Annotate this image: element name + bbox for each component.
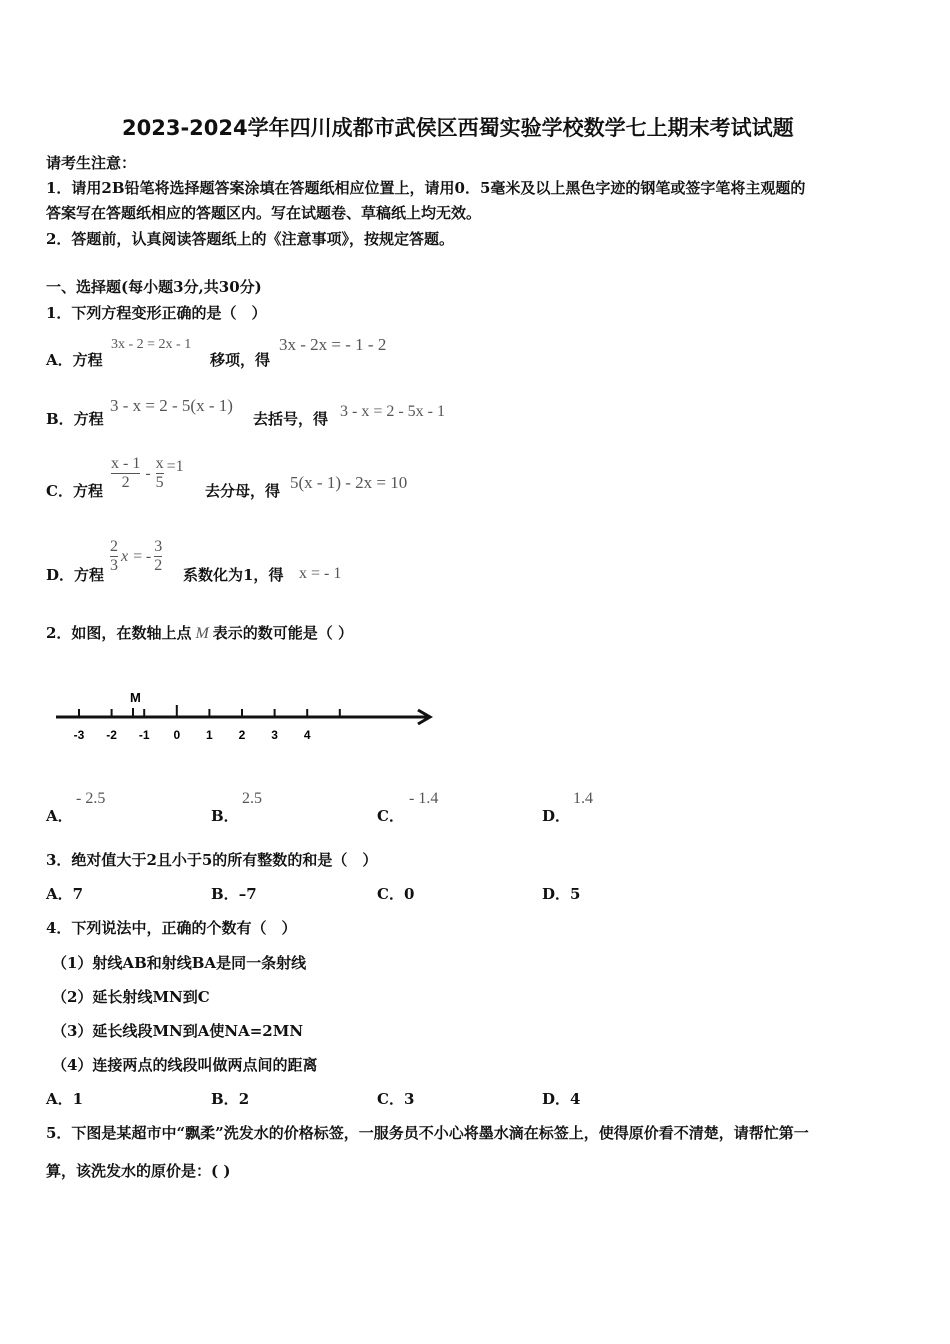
q1-c-f1-denominator: 2 [121,474,130,491]
q1-d-result: x = - 1 [299,565,342,582]
q3-option-d-value: 5 [570,885,581,903]
q4-option-d-value: 4 [570,1090,581,1108]
number-line-figure [50,685,440,745]
point-m-label: M [130,690,141,705]
number-line-tick-label: -1 [138,728,150,742]
q4-option-a-value: 1 [72,1090,84,1108]
number-line-tick-label: 0 [173,728,181,742]
q1-b-mid-text: 去括号，得 [253,410,329,428]
q1-a-mid-text: 移项，得 [210,351,271,369]
q1-c-f2-denominator: 5 [155,474,164,491]
q1-c-mid-text: 去分母，得 [205,482,281,500]
q4-option-a-label: A． [46,1090,73,1108]
q4-option-d-label: D． [542,1090,571,1108]
q4-statement-3: （3）延长线段MN到A使NA=2MN [52,1022,304,1040]
q1-c-equation [111,455,184,492]
q2-option-d-value: 1.4 [573,790,593,807]
q3-stem: 3．绝对值大于2且小于5的所有整数的和是（ ） [46,851,378,869]
q1-d-f2-numerator: 3 [154,538,163,555]
number-line-tick-label: 1 [206,728,213,742]
q4-stem: 4．下列说法中，正确的个数有（ ） [46,919,297,937]
q1-c-result: 5(x - 1) - 2x = 10 [290,473,408,492]
q4-option-c-value: 3 [403,1090,415,1108]
q3-option-a[interactable] [46,883,83,904]
q2-option-a-value: - 2.5 [76,790,106,807]
q1-d-f1-numerator: 2 [110,538,118,555]
q1-option-a-label[interactable]: A．方程 [46,351,103,369]
q3-option-a-value: 7 [72,885,84,903]
q4-option-a[interactable] [46,1088,83,1109]
q3-option-c[interactable] [377,883,414,904]
q2-option-c-value: - 1.4 [409,790,439,807]
q1-c-fraction-2 [156,455,164,492]
q1-d-negative: - [145,547,152,565]
q1-b-result: 3 - x = 2 - 5x - 1 [340,403,446,420]
notice-heading: 请考生注意： [46,154,137,172]
q1-d-equation [110,538,162,575]
number-line-tick-label: -3 [73,728,85,742]
q2-option-a-label[interactable]: A． [46,807,73,825]
q1-d-f1-denominator: 3 [110,557,118,574]
q4-option-b-label: B． [211,1090,239,1108]
q5-stem-line-2: 算，该洗发水的原价是：( ) [46,1162,231,1180]
q4-option-b-value: 2 [238,1090,250,1108]
q3-option-d-label: D． [542,885,571,903]
q4-statement-4: （4）连接两点的线段叫做两点间的距离 [52,1056,318,1074]
q3-option-d[interactable] [542,883,580,904]
q1-a-equation: 3x - 2 = 2x - 1 [111,337,192,352]
number-line-tick-label: 4 [303,728,311,742]
notice-line-2: 2．答题前，认真阅读答题纸上的《注意事项》，按规定答题。 [46,230,454,248]
q3-option-b-label: B． [211,885,239,903]
q2-option-b-value: 2.5 [242,790,262,807]
q1-option-b-label[interactable]: B．方程 [46,410,104,428]
q2-option-c-label[interactable]: C． [377,807,404,825]
q2-stem-start: 2．如图，在数轴上点 [46,624,192,642]
q1-c-fraction-1 [111,455,140,492]
section-heading: 一、选择题(每小题3分,共30分) [46,278,262,296]
q1-d-variable: x = [121,547,143,565]
q1-stem: 1．下列方程变形正确的是（ ） [46,304,267,322]
q1-option-d-label[interactable]: D．方程 [46,566,105,584]
q1-d-fraction-2 [154,538,162,575]
q4-option-c-label: C． [377,1090,404,1108]
q1-c-f1-numerator: x - 1 [111,455,141,472]
q1-d-f2-denominator: 2 [154,557,163,574]
number-line-tick-label: -2 [106,728,117,742]
notice-line-1b: 答案写在答题纸相应的答题区内。写在试题卷、草稿纸上均无效。 [46,204,482,222]
q2-point-symbol: M [195,625,209,642]
q2-option-d-label[interactable]: D． [542,807,571,825]
q2-option-b-label[interactable]: B． [211,807,239,825]
q1-c-rhs: =1 [166,457,184,475]
q1-a-result: 3x - 2x = - 1 - 2 [279,335,387,354]
q4-option-c[interactable] [377,1088,414,1109]
q3-option-c-label: C． [377,885,404,903]
number-line-tick-label: 2 [238,728,246,742]
q4-statement-2: （2）延长射线MN到C [52,988,210,1006]
q4-statement-1: （1）射线AB和射线BA是同一条射线 [52,954,307,972]
notice-line-1a: 1．请用2B铅笔将选择题答案涂填在答题纸相应位置上，请用0．5毫米及以上黑色字迹的钢笔或签字笔将主观题的 [46,179,806,197]
q3-option-c-value: 0 [403,885,415,903]
q3-option-a-label: A． [46,885,73,903]
q1-d-mid-text: 系数化为1，得 [183,566,284,584]
q4-option-b[interactable] [211,1088,249,1109]
q1-d-fraction-1 [110,538,118,575]
q5-stem-line-1: 5．下图是某超市中“飘柔”洗发水的价格标签，一服务员不小心将墨水滴在标签上，使得原价看不清楚，请帮忙第一 [46,1124,809,1142]
q1-c-operator: - [145,464,151,482]
q2-stem [46,622,353,643]
q3-option-b-value: –7 [238,885,257,903]
q4-option-d[interactable] [542,1088,580,1109]
q2-stem-end: 表示的数可能是（ ） [212,624,354,642]
q3-option-b[interactable] [211,883,257,904]
q1-c-f2-numerator: x [155,455,164,472]
page-title: 2023-2024学年四川成都市武侯区西蜀实验学校数学七上期末考试试题 [122,116,794,140]
q1-option-c-label[interactable]: C．方程 [46,482,103,500]
q1-b-equation: 3 - x = 2 - 5(x - 1) [110,396,233,415]
number-line-tick-label: 3 [271,728,278,742]
